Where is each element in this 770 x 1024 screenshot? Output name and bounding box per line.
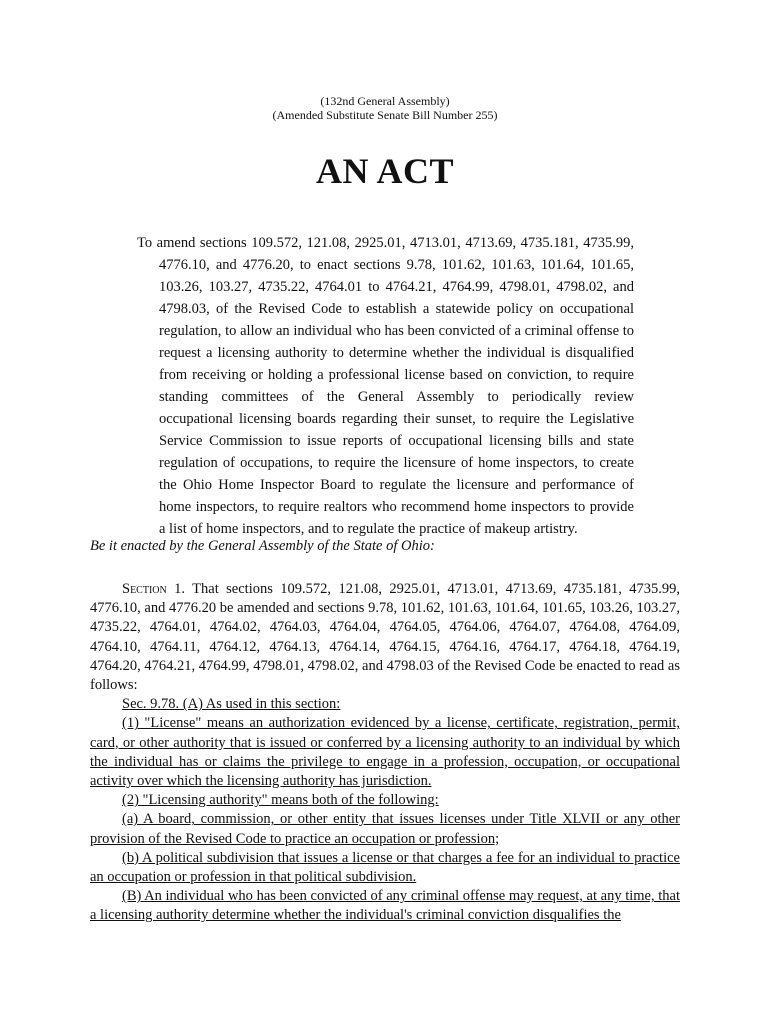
assembly-line: (132nd General Assembly)	[320, 94, 450, 108]
section-1-paragraph	[90, 580, 680, 695]
division-B: (B) An individual who has been convicted of any criminal offense may request, at any time, that a licensing authority determine whether the individual's criminal conviction disqualifies the	[90, 888, 680, 924]
act-body	[90, 580, 680, 926]
subdivision-a: (a) A board, commission, or other entity that issues licenses under Title XLVII or any other provision of the Revised Code to practice an occupation or profession;	[90, 811, 680, 847]
definition-licensing-authority: (2) "Licensing authority" means both of the following:	[122, 792, 439, 809]
sec-978-heading: Sec. 9.78. (A) As used in this section:	[122, 696, 341, 713]
enacting-clause: Be it enacted by the General Assembly of the State of Ohio:	[90, 538, 435, 554]
subdivision-b: (b) A political subdivision that issues a license or that charges a fee for an individual to practice an occupation or profession in that political subdivision.	[90, 849, 680, 886]
section-label: Section	[122, 581, 167, 597]
definition-license: (1) "License" means an authorization evidenced by a license, certificate, registration, permit, card, or other authority that is issued or conferred by a licensing authority to an individual by which the individual has or claims the privilege to engage in a profession, occupation, or occupational activity over which the licensing authority has jurisdiction.	[90, 715, 680, 790]
section-1-text: 1. That sections 109.572, 121.08, 2925.01, 4713.01, 4713.69, 4735.181, 4735.99, 4776.10, and 4776.20 be amended and sections 9.78, 101.62, 101.63, 101.64, 101.65, 103.26, 103.27, 4735.22, 4764.01, 4764.02, 4764.03, 4764.04, 4764.05, 4764.06, 4764.07, 4764.08, 4764.09, 4764.10, 4764.11, 4764.12, 4764.13, 4764.14, 4764.15, 4764.16, 4764.17, 4764.18, 4764.19, 4764.20, 4764.21, 4764.99, 4798.01, 4798.02, and 4798.03 of the Revised Code be enacted to read as follows:	[90, 581, 680, 694]
act-title: AN ACT	[315, 151, 455, 191]
act-summary	[137, 232, 634, 540]
bill-number-line: (Amended Substitute Senate Bill Number 255)	[272, 108, 498, 122]
summary-text: To amend sections 109.572, 121.08, 2925.01, 4713.01, 4713.69, 4735.181, 4735.99, 4776.10, and 4776.20, to enact sections 9.78, 101.62, 101.63, 101.64, 101.65, 103.26, 103.27, 4735.22, 4764.01 to 4764.21, 4764.99, 4798.01, 4798.02, and 4798.03, of the Revised Code to establish a statewide policy on occupational regulation, to allow an individual who has been convicted of a criminal offense to request a licensing authority to determine whether the individual is disqualified from receiving or holding a professional license based on conviction, to require standing committees of the General Assembly to periodically review occupational licensing boards regarding their sunset, to require the Legislative Service Commission to issue reports of occupational licensing bills and state regulation of occupations, to require the licensure of home inspectors, to create the Ohio Home Inspector Board to regulate the licensure and performance of home inspectors, to require realtors who recommend home inspectors to provide a list of home inspectors, and to regulate the practice of makeup artistry.	[137, 235, 634, 537]
